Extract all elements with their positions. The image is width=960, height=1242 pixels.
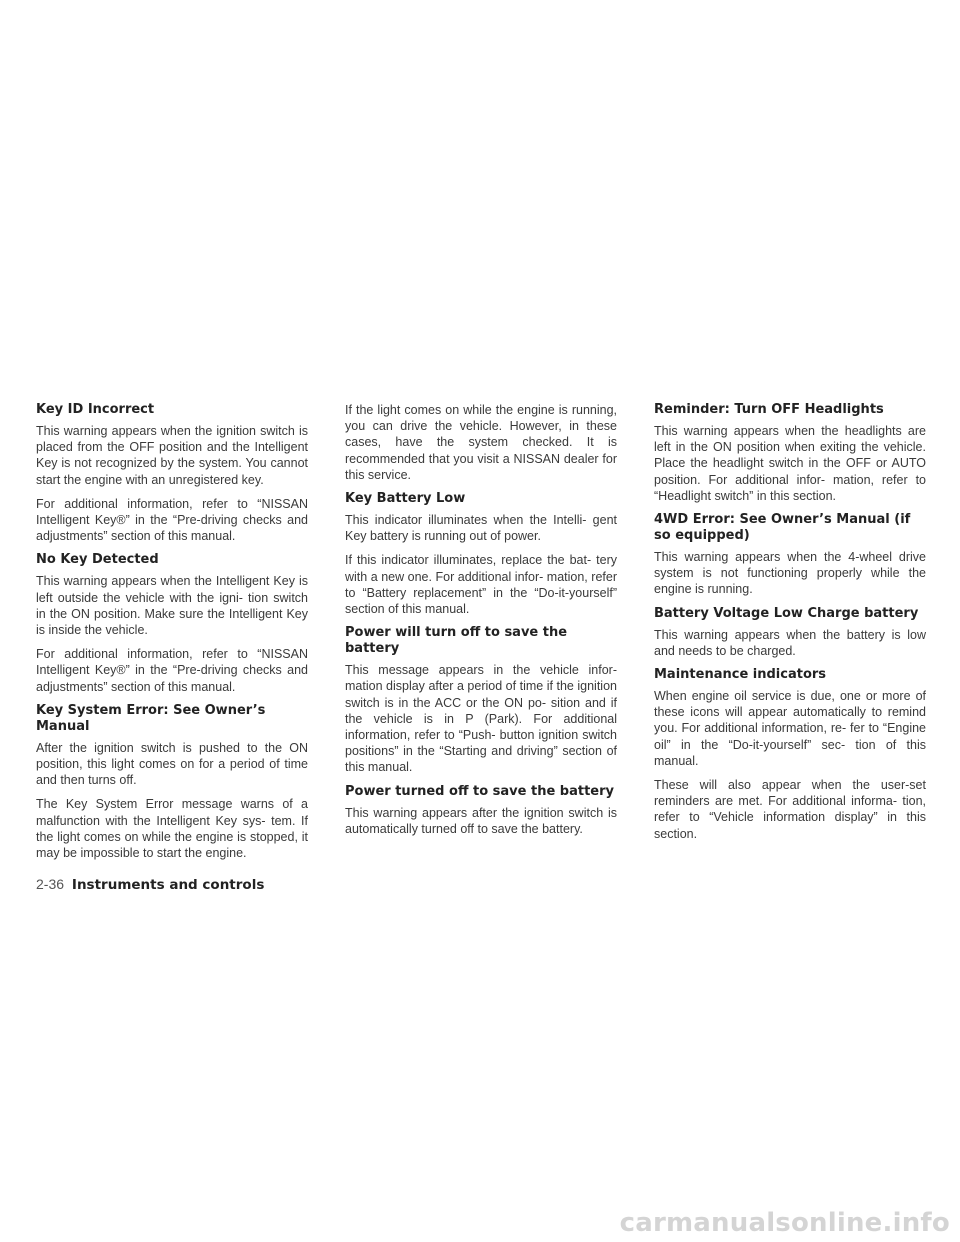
section-paragraph: This message appears in the vehicle infor- mation display after a period of time if the ignition switch is in the ACC or the ON po- sition and if the vehicle is in P (Park). For additional information, refer to “Push- button ignition switch positions” in the “Starting and driving” section of this manual. bbox=[345, 663, 617, 775]
section-paragraph: This warning appears when the headlights are left in the ON position when exiting the vehicle. Place the headlight switch in the OFF or AUTO position. For additional infor- mation, refer to “Headlight switch” in this section. bbox=[654, 424, 926, 503]
section-heading: Battery Voltage Low Charge battery bbox=[654, 605, 919, 621]
section-paragraph: When engine oil service is due, one or more of these icons will appear automatically to remind you. For additional information, re- fer to “Engine oil” in the “Do-it-yourself” sec- tion of this manual. bbox=[654, 689, 926, 768]
section-paragraph: This warning appears when the Intelligent Key is left outside the vehicle with the igni- tion switch in the ON position. Make sure the Intelligent Key is inside the vehicle. bbox=[36, 574, 308, 638]
manual-section bbox=[654, 512, 926, 598]
section-paragraph: After the ignition switch is pushed to the ON position, this light comes on for a period of time and then turns off. bbox=[36, 740, 308, 788]
manual-section bbox=[654, 667, 926, 842]
section-paragraph: This warning appears when the battery is low and needs to be charged. bbox=[654, 627, 926, 658]
manual-section bbox=[345, 784, 617, 837]
manual-section bbox=[36, 402, 308, 544]
section-heading: Reminder: Turn OFF Headlights bbox=[654, 402, 884, 417]
section-paragraph: These will also appear when the user-set reminders are met. For additional informa- tion, refer to “Vehicle information display” in this section. bbox=[654, 778, 926, 841]
manual-section bbox=[36, 552, 308, 694]
column-right bbox=[654, 402, 926, 869]
section-paragraph: The Key System Error message warns of a malfunction with the Intelligent Key sys- tem. If the light comes on while the engine is stopped, it may be impossible to start the engine. bbox=[36, 797, 308, 861]
section-paragraph: This warning appears when the 4-wheel drive system is not functioning properly while the engine is running. bbox=[654, 550, 926, 597]
section-paragraph: This indicator illuminates when the Intelli- gent Key battery is running out of power. bbox=[345, 513, 617, 544]
manual-section bbox=[654, 402, 926, 504]
site-watermark: carmanualsonline.info bbox=[619, 1208, 950, 1238]
section-heading: Key ID Incorrect bbox=[36, 402, 155, 417]
manual-section bbox=[36, 703, 308, 861]
section-heading: Key Battery Low bbox=[345, 491, 466, 507]
column-middle bbox=[345, 402, 617, 869]
chapter-title: Instruments and controls bbox=[71, 877, 265, 893]
text-columns bbox=[36, 402, 926, 869]
manual-section bbox=[345, 491, 617, 617]
section-paragraph: For additional information, refer to “NISSAN Intelligent Key®” in the “Pre-driving checks and adjustments” section of this manual. bbox=[36, 647, 308, 694]
section-heading: 4WD Error: See Owner’s Manual (if so equipped) bbox=[654, 512, 911, 544]
page-number: 2-36 bbox=[36, 876, 65, 892]
section-paragraph: If the light comes on while the engine is running, you can drive the vehicle. However, in these cases, have the system checked. It is recommended that you visit a NISSAN dealer for this service. bbox=[345, 403, 617, 482]
section-heading: Maintenance indicators bbox=[654, 667, 827, 683]
section-heading: Key System Error: See Owner’s Manual bbox=[36, 702, 266, 734]
section-paragraph: If this indicator illuminates, replace the bat- tery with a new one. For additional infor- mation, refer to “Battery replacement” in the “Do-it-yourself” section of this manual. bbox=[345, 553, 617, 617]
section-heading: No Key Detected bbox=[36, 552, 159, 568]
manual-section bbox=[654, 606, 926, 659]
section-paragraph: This warning appears when the ignition switch is placed from the OFF position and the Intelligent Key is not recognized by the system. You cannot start the engine with an unregistered key. bbox=[36, 424, 308, 487]
manual-section bbox=[345, 625, 617, 775]
section-paragraph: For additional information, refer to “NISSAN Intelligent Key®” in the “Pre-driving checks and adjustments” section of this manual. bbox=[36, 496, 308, 544]
column-left bbox=[36, 402, 308, 869]
section-heading: Power will turn off to save the battery bbox=[345, 625, 568, 657]
page-footer bbox=[36, 876, 264, 893]
manual-section bbox=[345, 402, 617, 483]
section-paragraph: This warning appears after the ignition switch is automatically turned off to save the battery. bbox=[345, 805, 617, 836]
section-heading: Power turned off to save the battery bbox=[345, 783, 615, 799]
